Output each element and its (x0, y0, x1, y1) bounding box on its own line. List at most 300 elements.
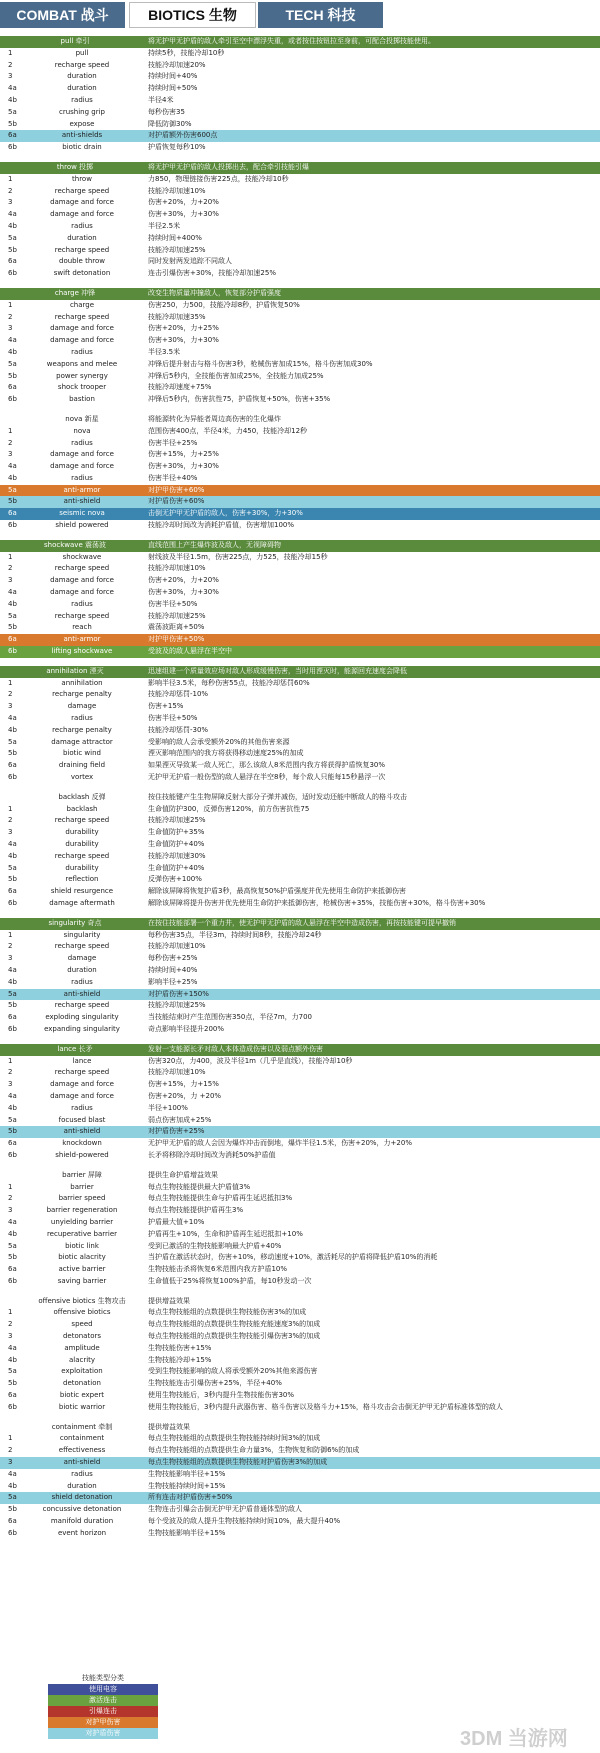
description-cell: 生命值防护+40% (148, 863, 205, 872)
skill-name-cell: exploding singularity (45, 1013, 119, 1022)
description-cell: 护盾恢复每秒10% (148, 143, 206, 152)
skill-name-cell: duration (67, 233, 97, 242)
skill-name-cell: recharge speed (54, 1001, 110, 1010)
description-cell: 技能冷却惩罚-10% (148, 690, 209, 699)
description-cell: 每点生物技能组的点数提供生命力量3%，生物恢复和防御6%的加成 (148, 1446, 360, 1455)
description-cell: 将能源转化为异能者周边高伤害的生化爆炸 (148, 414, 281, 423)
description-cell: 奇点影响半径提升200% (148, 1024, 225, 1033)
table-row (0, 689, 600, 701)
skill-name-cell: damage and force (50, 324, 114, 333)
rank-cell: 5b (8, 1127, 17, 1136)
description-cell: 技能冷却加速10% (148, 186, 206, 195)
description-cell: 使用生物技能后，3秒内提升武器伤害、格斗伤害以及格斗力+15%，格斗攻击会击倒无护甲无护盾标准体型的敌人 (148, 1402, 503, 1411)
skill-name-cell: damage (67, 702, 97, 711)
rank-cell: 4b (8, 221, 17, 230)
description-cell: 解除该屏障将恢复护盾3秒，最高恢复50%护盾强度并优先使用生命防护来抵御伤害 (148, 887, 407, 896)
table-row (0, 1433, 600, 1445)
table-row (0, 1528, 600, 1540)
skill-name-cell: reach (72, 623, 92, 632)
table-row (0, 1481, 600, 1493)
rank-cell: 4a (8, 462, 17, 471)
skill-name-cell: charge (69, 300, 95, 309)
description-cell: 护盾再生+10%，生命和护盾再生延迟抵扣+10% (148, 1229, 303, 1238)
table-row (0, 646, 600, 658)
skill-name-cell: radius (71, 347, 93, 356)
skill-section-row (0, 792, 600, 804)
rank-cell: 1 (8, 678, 13, 687)
description-cell: 生物技能影响半径+15% (148, 1469, 226, 1478)
rank-cell: 6a (8, 1013, 17, 1022)
table-row (0, 587, 600, 599)
skill-name-cell: shield detonation (51, 1493, 113, 1502)
table-row (0, 701, 600, 713)
tab-biotics[interactable]: BIOTICS 生物 (129, 2, 256, 28)
skill-name-cell: annihilation 湮灭 (46, 666, 104, 675)
description-cell: 受波及的敌人悬浮在半空中 (148, 647, 232, 656)
table-row (0, 485, 600, 497)
row-gap (0, 154, 600, 162)
skill-name-cell: durability (65, 828, 99, 837)
table-row (0, 874, 600, 886)
rank-cell: 4a (8, 965, 17, 974)
skill-name-cell: seismic nova (59, 509, 105, 518)
rank-cell: 3 (8, 198, 13, 207)
table-row (0, 119, 600, 131)
skill-name-cell: backlash 反弹 (58, 792, 106, 801)
table-row (0, 347, 600, 359)
rank-cell: 2 (8, 564, 13, 573)
description-cell: 每点生物技能组的点数提供生物技能持续时间3%的加成 (148, 1434, 321, 1443)
skill-section-row (0, 1170, 600, 1182)
description-cell: 技能冷却加速25% (148, 245, 206, 254)
table-row (0, 508, 600, 520)
description-cell: 伤害+20%，力 +20% (148, 1091, 222, 1100)
rank-cell: 5b (8, 1001, 17, 1010)
rank-cell: 6a (8, 383, 17, 392)
table-row (0, 1319, 600, 1331)
skill-name-cell: expose (69, 119, 95, 128)
table-row (0, 989, 600, 1001)
skill-header-row (0, 36, 600, 48)
skill-name-cell: reflection (65, 875, 99, 884)
rank-cell: 1 (8, 426, 13, 435)
skill-name-cell: exploitation (61, 1367, 103, 1376)
rank-cell: 3 (8, 828, 13, 837)
description-cell: 对护盾伤害+25% (148, 1127, 205, 1136)
description-cell: 生命值防护300，反弹伤害120%，前方伤害抗性75 (148, 804, 310, 813)
description-cell: 伤害半径+25% (148, 438, 198, 447)
table-row (0, 898, 600, 910)
description-cell: 伤害+15% (148, 702, 184, 711)
table-row (0, 496, 600, 508)
skill-name-cell: damage and force (50, 336, 114, 345)
table-row (0, 174, 600, 186)
description-cell: 技能冷却速度+75% (148, 383, 212, 392)
rank-cell: 5a (8, 107, 17, 116)
description-cell: 震荡波距离+50% (148, 623, 205, 632)
skill-name-cell: offensive biotics 生物攻击 (38, 1296, 126, 1305)
skill-name-cell: charge 冲锋 (54, 288, 96, 297)
table-row (0, 233, 600, 245)
description-cell: 生物技能伤害+15% (148, 1343, 212, 1352)
skill-name-cell: singularity 奇点 (48, 918, 102, 927)
description-cell: 伤害+20%，力+20% (148, 198, 219, 207)
skill-name-cell: lance 长矛 (57, 1044, 93, 1053)
skill-name-cell: biotic wind (63, 749, 101, 758)
description-cell: 提供增益效果 (148, 1422, 190, 1431)
tab-combat[interactable]: COMBAT 战斗 (0, 2, 125, 28)
rank-cell: 2 (8, 438, 13, 447)
rank-cell: 4a (8, 714, 17, 723)
rank-cell: 6a (8, 131, 17, 140)
table-row (0, 1378, 600, 1390)
description-cell: 持续时间+400% (148, 233, 202, 242)
description-cell: 半径4米 (148, 95, 174, 104)
table-row (0, 197, 600, 209)
rank-cell: 4a (8, 1469, 17, 1478)
description-cell: 无护甲无护盾的敌人会因为爆炸冲击而倒地，爆炸半径1.5米，伤害+20%，力+20% (148, 1139, 412, 1148)
skill-name-cell: shockwave 震荡波 (44, 540, 106, 549)
description-cell: 伤害半径+40% (148, 473, 198, 482)
legend-item: 对护甲伤害 (48, 1717, 158, 1728)
rank-cell: 6a (8, 257, 17, 266)
description-cell: 生物技能连击引爆伤害+25%，半径+40% (148, 1379, 282, 1388)
description-cell: 技能冷却加速30% (148, 851, 206, 860)
description-cell: 生命值低于25%将恢复100%护盾，每10秒发动一次 (148, 1276, 312, 1285)
rank-cell: 3 (8, 324, 13, 333)
table-row (0, 256, 600, 268)
table-row (0, 1241, 600, 1253)
description-cell: 伤害半径+50% (148, 714, 198, 723)
description-cell: 连击引爆伤害+30%，技能冷却加速25% (148, 269, 276, 278)
skill-name-cell: backlash (66, 804, 98, 813)
table-row (0, 611, 600, 623)
description-cell: 每点生物技能提供护盾再生3% (148, 1206, 244, 1215)
description-cell: 解除该屏障将提升伤害并优先使用生命防护来抵御伤害，枪械伤害+35%，技能伤害+30%，格斗伤害+30% (148, 898, 486, 907)
rank-cell: 3 (8, 72, 13, 81)
skill-name-cell: swift detonation (53, 269, 111, 278)
rank-cell: 4a (8, 1343, 17, 1352)
rank-cell: 4a (8, 1091, 17, 1100)
skill-name-cell: recharge speed (54, 245, 110, 254)
skill-name-cell: lance (72, 1056, 92, 1065)
skill-name-cell: recharge speed (54, 942, 110, 951)
skill-name-cell: containment 牵制 (51, 1422, 113, 1431)
rank-cell: 3 (8, 1206, 13, 1215)
skill-name-cell: recharge penalty (52, 690, 112, 699)
skill-name-cell: detonation (63, 1379, 101, 1388)
description-cell: 每个受波及的敌人提升生物技能持续时间10%，最大提升40% (148, 1517, 341, 1526)
description-cell: 半径2.5米 (148, 221, 181, 230)
skill-name-cell: duration (67, 965, 97, 974)
skill-name-cell: bastion (69, 395, 95, 404)
skill-name-cell: throw 投掷 (56, 162, 94, 171)
table-row (0, 599, 600, 611)
description-cell: 将无护甲无护盾的敌人投掷出去，配合牵引技能引爆 (148, 162, 309, 171)
table-row (0, 1067, 600, 1079)
rank-cell: 2 (8, 1068, 13, 1077)
skill-name-cell: damage attractor (51, 737, 113, 746)
legend-title: 技能类型分类 (82, 1674, 124, 1682)
table-row (0, 552, 600, 564)
table-row (0, 335, 600, 347)
rank-cell: 5b (8, 371, 17, 380)
skill-name-cell: damage and force (50, 462, 114, 471)
table-row (0, 1469, 600, 1481)
rank-cell: 5a (8, 485, 17, 494)
skill-name-cell: throw (72, 174, 92, 183)
skill-name-cell: effectiveness (58, 1446, 106, 1455)
description-cell: 对护甲伤害+50% (148, 635, 205, 644)
rank-cell: 5a (8, 611, 17, 620)
rank-cell: 5b (8, 497, 17, 506)
skill-name-cell: damage and force (50, 450, 114, 459)
description-cell: 伤害+30%，力+30% (148, 210, 219, 219)
rank-cell: 6a (8, 887, 17, 896)
skill-name-cell: recharge speed (54, 186, 110, 195)
description-cell: 提供生命护盾增益效果 (148, 1170, 218, 1179)
rank-cell: 5b (8, 1253, 17, 1262)
skill-name-cell: damage and force (50, 210, 114, 219)
watermark-logo: 3DM 当游网 (460, 1728, 568, 1750)
skill-header-row (0, 1044, 600, 1056)
row-gap (0, 1414, 600, 1422)
skill-name-cell: saving barrier (57, 1276, 107, 1285)
description-cell: 伤害+30%，力+30% (148, 462, 219, 471)
rank-cell: 4a (8, 840, 17, 848)
rank-cell: 2 (8, 60, 13, 69)
description-cell: 使用生物技能后，3秒内提升生物技能伤害30% (148, 1391, 295, 1400)
table-row (0, 1205, 600, 1217)
table-row (0, 1457, 600, 1469)
rank-cell: 3 (8, 450, 13, 459)
table-row (0, 941, 600, 953)
description-cell: 技能冷却加速20% (148, 60, 206, 69)
description-cell: 所有连击对护盾伤害+50% (148, 1493, 233, 1502)
table-row (0, 245, 600, 257)
skill-header-row (0, 540, 600, 552)
rank-cell: 3 (8, 1080, 13, 1089)
skill-name-cell: double throw (59, 257, 105, 266)
rank-cell: 5a (8, 1367, 17, 1376)
rank-cell: 5a (8, 1493, 17, 1502)
skill-name-cell: anti-shields (61, 131, 103, 140)
skill-name-cell: radius (71, 473, 93, 482)
table-row (0, 95, 600, 107)
rank-cell: 4b (8, 1355, 17, 1364)
skill-name-cell: lifting shockwave (51, 647, 113, 656)
description-cell: 半径3.5米 (148, 347, 181, 356)
rank-cell: 2 (8, 312, 13, 321)
skill-name-cell: radius (71, 714, 93, 723)
rank-cell: 1 (8, 48, 13, 57)
table-row (0, 520, 600, 532)
skill-name-cell: recuperative barrier (46, 1229, 118, 1238)
skill-name-cell: barrier (70, 1182, 94, 1191)
description-cell: 每点生物技能组的点数提供生物技能伤害3%的加成 (148, 1308, 307, 1317)
skill-name-cell: offensive biotics (53, 1308, 111, 1317)
skill-name-cell: radius (71, 95, 93, 104)
table-row (0, 1252, 600, 1264)
table-row (0, 725, 600, 737)
table-row (0, 1492, 600, 1504)
rank-cell: 3 (8, 1458, 13, 1467)
description-cell: 技能冷却加速10% (148, 564, 206, 573)
table-row (0, 1229, 600, 1241)
description-cell: 技能冷却加速25% (148, 611, 206, 620)
rank-cell: 6b (8, 143, 17, 152)
table-row (0, 449, 600, 461)
rank-cell: 1 (8, 300, 13, 309)
table-row (0, 473, 600, 485)
rank-cell: 5b (8, 623, 17, 632)
description-cell: 生命值防护+40% (148, 840, 205, 848)
description-cell: 生物技能持续时间+15% (148, 1481, 226, 1490)
rank-cell: 6a (8, 1265, 17, 1274)
rank-cell: 6a (8, 1517, 17, 1526)
description-cell: 改变生物质量冲撞敌人，恢复部分护盾强度 (148, 288, 281, 297)
skill-name-cell: unyielding barrier (50, 1217, 114, 1226)
row-gap (0, 658, 600, 666)
skill-name-cell: speed (71, 1320, 93, 1329)
description-cell: 每点生物技能组的点数提供生物技能引爆伤害3%的加成 (148, 1332, 321, 1341)
rank-cell: 6b (8, 1528, 17, 1537)
rank-cell: 4a (8, 1217, 17, 1226)
row-gap (0, 1162, 600, 1170)
table-row (0, 851, 600, 863)
rank-cell: 1 (8, 804, 13, 813)
table-row (0, 622, 600, 634)
tab-tech[interactable]: TECH 科技 (258, 2, 383, 28)
rank-cell: 6b (8, 773, 17, 782)
table-row (0, 300, 600, 312)
description-cell: 对护盾伤害+150% (148, 989, 209, 998)
table-row (0, 371, 600, 383)
description-cell: 长矛将移除冷却时间改为消耗50%护盾值 (148, 1150, 276, 1159)
legend-item: 使用电容 (48, 1684, 158, 1695)
description-cell: 技能冷却加速35% (148, 312, 206, 321)
table-row (0, 209, 600, 221)
description-cell: 冲锋后5秒内，伤害抗性75，护盾恢复+50%，伤害+35% (148, 395, 331, 404)
rank-cell: 6b (8, 521, 17, 530)
rank-cell: 2 (8, 1320, 13, 1329)
description-cell: 生物技能冷却+15% (148, 1355, 212, 1364)
rank-cell: 4b (8, 599, 17, 608)
legend-item: 引爆连击 (48, 1706, 158, 1717)
skill-name-cell: damage and force (50, 576, 114, 585)
rank-cell: 2 (8, 1446, 13, 1455)
table-row (0, 142, 600, 154)
description-cell: 技能冷却加速25% (148, 816, 206, 825)
table-row (0, 1115, 600, 1127)
table-row (0, 575, 600, 587)
description-cell: 伤害+15%，力+15% (148, 1080, 219, 1089)
skill-name-cell: alacrity (68, 1355, 96, 1364)
skill-name-cell: radius (71, 977, 93, 986)
table-row (0, 839, 600, 851)
description-cell: 弱点伤害加成+25% (148, 1115, 212, 1124)
rank-cell: 4a (8, 588, 17, 597)
table-row (0, 1103, 600, 1115)
table-row (0, 1182, 600, 1194)
description-cell: 持续时间+50% (148, 84, 198, 93)
rank-cell: 2 (8, 816, 13, 825)
description-cell: 护盾最大值+10% (148, 1217, 205, 1226)
skill-name-cell: recharge speed (54, 1068, 110, 1077)
table-row (0, 737, 600, 749)
table-row (0, 1366, 600, 1378)
table-row (0, 1193, 600, 1205)
row-gap (0, 280, 600, 288)
skill-name-cell: radius (71, 1469, 93, 1478)
description-cell: 迅速组建一个质量效应场对敌人形成缓慢伤害，当时用湮灭时，能源回充速度会降低 (148, 666, 407, 675)
skill-name-cell: duration (67, 1481, 97, 1490)
table-row (0, 382, 600, 394)
table-row (0, 1012, 600, 1024)
table-row (0, 1307, 600, 1319)
table-row (0, 678, 600, 690)
rank-cell: 1 (8, 174, 13, 183)
table-row (0, 83, 600, 95)
skill-name-cell: manifold duration (50, 1517, 114, 1526)
table-row (0, 1138, 600, 1150)
description-cell: 伤害+30%，力+30% (148, 588, 219, 597)
skill-name-cell: biotic warrior (58, 1402, 106, 1411)
rank-cell: 5a (8, 737, 17, 746)
table-row (0, 953, 600, 965)
rank-cell: 3 (8, 954, 13, 963)
skill-name-cell: shield-powered (55, 1150, 109, 1159)
description-cell: 伤害250，力500，技能冷却8秒，护盾恢复50% (148, 300, 300, 309)
table-row (0, 563, 600, 575)
rank-cell: 6a (8, 635, 17, 644)
description-cell: 受到已激活的生物技能影响最大护盾+40% (148, 1241, 282, 1250)
description-cell: 冲锋后提升射击与格斗伤害3秒，枪械伤害加成15%，格斗伤害加成30% (148, 359, 373, 368)
rank-cell: 5a (8, 863, 17, 872)
rank-cell: 6b (8, 1024, 17, 1033)
skill-name-cell: damage and force (50, 198, 114, 207)
rank-cell: 3 (8, 1332, 13, 1341)
description-cell: 力850，物理链接伤害225点，技能冷却10秒 (148, 174, 289, 183)
description-cell: 持续5秒，技能冷却10秒 (148, 48, 225, 57)
skill-name-cell: shield powered (55, 521, 109, 530)
skill-name-cell: damage aftermath (49, 898, 115, 907)
rank-cell: 5b (8, 1379, 17, 1388)
rank-cell: 4b (8, 473, 17, 482)
skill-name-cell: vortex (70, 773, 94, 782)
rank-cell: 5b (8, 119, 17, 128)
rank-cell: 1 (8, 930, 13, 939)
description-cell: 每点生物技能组的点数提供生物技能对护盾伤害3%的加成 (148, 1458, 328, 1467)
description-cell: 每秒伤害+25% (148, 954, 198, 963)
skill-name-cell: anti-shield (63, 1458, 101, 1467)
rank-cell: 6b (8, 647, 17, 656)
rank-cell: 6a (8, 1139, 17, 1148)
description-cell: 对护盾伤害+60% (148, 497, 205, 506)
skill-name-cell: pull 牵引 (60, 37, 90, 45)
description-cell: 对护甲伤害+60% (148, 485, 205, 494)
table-row (0, 1150, 600, 1162)
table-row (0, 634, 600, 646)
skill-name-cell: biotic link (65, 1241, 99, 1250)
rank-cell: 4b (8, 1481, 17, 1490)
table-row (0, 186, 600, 198)
skill-name-cell: active barrier (58, 1265, 106, 1274)
legend-item: 对护盾伤害 (48, 1728, 158, 1739)
description-cell: 每点生物技能提供生命与护盾再生延迟抵扣3% (148, 1194, 293, 1203)
tab-bar (0, 0, 600, 30)
rank-cell: 4b (8, 1103, 17, 1112)
